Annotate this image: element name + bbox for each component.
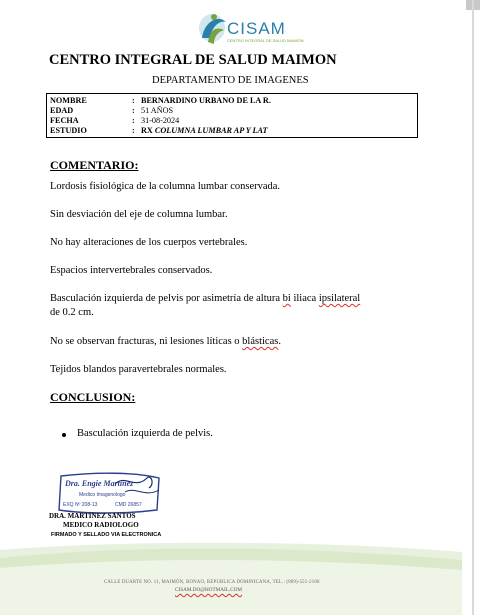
patient-name-label: NOMBRE <box>50 96 87 105</box>
department-title: DEPARTAMENTO DE IMAGENES <box>152 75 309 86</box>
document-scrollbar[interactable] <box>462 0 485 615</box>
finding-line-1: Lordosis fisiológica de la columna lumbar conservada. <box>50 181 281 192</box>
bullet-icon <box>62 433 66 437</box>
electronic-signature-note: FIRMADO Y SELLADO VIA ELECTRONICA <box>51 532 162 538</box>
patient-name-colon: : <box>132 96 135 105</box>
patient-name-value: BERNARDINO URBANO DE LA R. <box>141 96 271 105</box>
finding-line-5-continued: de 0.2 cm. <box>50 307 94 318</box>
stamp-name: Dra. Engie Martinez <box>65 479 134 488</box>
finding-line-5-a: Basculación izquierda de pelvis por asimetría de altura <box>50 293 283 304</box>
conclusion-heading: CONCLUSION: <box>50 390 136 404</box>
finding-line-6 <box>50 335 281 349</box>
patient-info-box <box>46 93 418 138</box>
doctor-name: DRA. MARTINEZ SANTOS <box>49 512 136 520</box>
doctor-role: MEDICO RADIOLOGO <box>63 521 139 529</box>
finding-line-4: Espacios intervertebrales conservados. <box>50 265 213 276</box>
finding-line-5-c: iliaca <box>290 293 319 304</box>
stamp-exequatur: EXQ Nº 208-13 <box>63 502 98 508</box>
finding-line-2: Sin desviación del eje de columna lumbar. <box>50 209 228 220</box>
footer-email <box>175 587 242 593</box>
study-prefix: RX <box>141 126 153 135</box>
study-colon: : <box>132 126 135 135</box>
patient-age-value: 51 AÑOS <box>141 106 174 115</box>
signature-stamp <box>55 470 165 518</box>
study-label: ESTUDIO <box>50 126 87 135</box>
patient-age-colon: : <box>132 106 135 115</box>
finding-line-6-c: . <box>278 336 281 347</box>
footer-email-text: CISAM.DO@HOTMAIL.COM <box>175 587 243 593</box>
stamp-cmd: CMD 26857 <box>115 502 142 508</box>
patient-age-label: EDAD <box>50 106 74 115</box>
finding-line-3: No hay alteraciones de los cuerpos vertebrales. <box>50 237 248 248</box>
page-edge <box>472 0 474 615</box>
finding-line-6-a: No se observan fracturas, ni lesiones líticas o <box>50 336 243 347</box>
comment-heading: COMENTARIO: <box>50 158 139 172</box>
study-value <box>141 126 268 135</box>
study-name: COLUMNA LUMBAR AP Y LAT <box>154 126 268 135</box>
organization-title: CENTRO INTEGRAL DE SALUD MAIMON <box>49 52 337 68</box>
logo-name: CISAM <box>227 19 286 38</box>
finding-line-5-d: ipsilateral <box>318 293 361 304</box>
footer-address: CALLE DUARTE NO. 11, MAIMÓN, BONAO, REPUBLICA DOMINICANA, TEL.: (809)-551-2100 <box>104 580 320 585</box>
study-date-value: 31-08-2024 <box>141 116 180 125</box>
stamp-role: Medico Imagenologo <box>79 492 126 498</box>
study-date-colon: : <box>132 116 135 125</box>
finding-line-5 <box>50 292 360 306</box>
finding-line-7: Tejidos blandos paravertebrales normales. <box>50 364 227 375</box>
study-date-label: FECHA <box>50 116 79 125</box>
conclusion-text: Basculación izquierda de pelvis. <box>77 428 213 439</box>
footer-wave-decoration <box>0 540 462 615</box>
logo-subtitle: CENTRO INTEGRAL DE SALUD MAIMÓN <box>227 38 304 43</box>
finding-line-6-b: blásticas <box>242 336 279 347</box>
finding-line-5-b: bi <box>282 293 291 304</box>
